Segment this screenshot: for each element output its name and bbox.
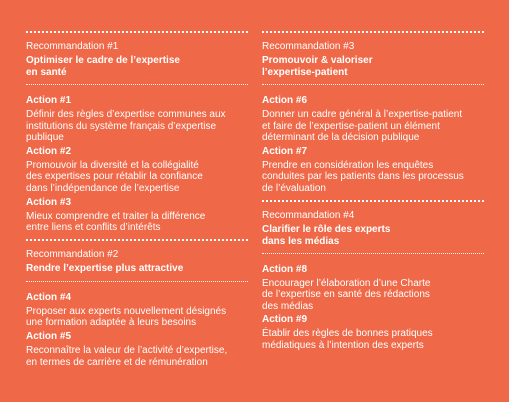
action-text: Établir des règles de bonnes pratiques [262, 328, 433, 340]
recommendation-title: Clarifier le rôle des experts [262, 223, 391, 235]
recommendation-title: l’expertise-patient [262, 67, 348, 78]
recommendation-label: Recommandation #3 [262, 41, 355, 52]
title-divider [26, 281, 248, 282]
action-text: médiatiques à l’intention des experts [262, 339, 424, 351]
action-heading: Action #3 [26, 196, 72, 208]
action-2 [26, 146, 248, 195]
action-text: de l’évaluation [262, 182, 326, 194]
recommendation-title: en santé [26, 67, 67, 78]
action-7 [262, 146, 484, 195]
action-text: institutions du système français d’expertise [26, 120, 217, 132]
action-text: Reconnaître la valeur de l’activité d’expertise, [26, 344, 228, 356]
action-text: dans l’indépendance de l’expertise [26, 182, 180, 194]
action-8 [262, 264, 484, 313]
recommendation-1 [26, 41, 248, 79]
title-divider [26, 84, 248, 85]
action-text: publique [26, 132, 64, 144]
action-heading: Action #2 [26, 145, 72, 157]
action-text: conduites par les patients dans les processus [262, 171, 464, 183]
right-column [262, 0, 484, 352]
recommendation-3 [262, 41, 484, 79]
recommendation-title: dans les médias [262, 235, 340, 247]
left-column [26, 0, 248, 368]
title-divider [262, 84, 484, 85]
action-text: en termes de carrière et de rémunération [26, 356, 208, 368]
action-1 [26, 95, 248, 144]
action-5 [26, 331, 248, 368]
action-heading: Action #9 [262, 314, 308, 326]
action-heading: Action #1 [26, 95, 72, 106]
recommendation-2 [26, 249, 248, 275]
action-heading: Action #4 [26, 291, 72, 303]
recommendation-label: Recommandation #1 [26, 41, 119, 52]
title-divider [262, 253, 484, 254]
recommendation-title: Optimiser le cadre de l’expertise [26, 55, 180, 66]
action-text: de l’expertise en santé des rédactions [262, 289, 430, 301]
action-text: Encourager l’élaboration d’une Charte [262, 277, 431, 289]
action-6 [262, 95, 484, 144]
action-text: une formation adaptée à leurs besoins [26, 317, 197, 329]
recommendation-4 [262, 210, 484, 248]
action-4 [26, 292, 248, 329]
section-divider [262, 200, 484, 202]
action-text: déterminant de la décision publique [262, 132, 420, 144]
action-text: Définir des règles d’expertise communes aux [26, 109, 226, 120]
action-text: Donner un cadre général à l’expertise-patient [262, 109, 463, 120]
action-heading: Action #7 [262, 145, 308, 157]
recommendation-title: Rendre l’expertise plus attractive [26, 262, 184, 274]
action-heading: Action #6 [262, 95, 308, 106]
action-text: Proposer aux experts nouvellement désignés [26, 305, 227, 317]
action-text: et faire de l’expertise-patient un élément [262, 120, 440, 132]
recommendation-title: Promouvoir & valoriser [262, 55, 373, 66]
action-text: des expertises pour rétablir la confiance [26, 171, 203, 183]
recommendation-label: Recommandation #2 [26, 248, 119, 260]
action-3 [26, 197, 248, 234]
action-heading: Action #8 [262, 263, 308, 275]
recommendation-label: Recommandation #4 [262, 209, 355, 221]
action-text: Prendre en considération les enquêtes [262, 159, 434, 171]
section-divider [26, 239, 248, 241]
action-heading: Action #5 [26, 330, 72, 342]
action-text: entre liens et conflits d’intérêts [26, 222, 161, 234]
section-divider [262, 31, 484, 33]
action-9 [262, 314, 484, 351]
action-text: Promouvoir la diversité et la collégialité [26, 159, 199, 171]
action-text: Mieux comprendre et traiter la différence [26, 210, 206, 222]
action-text: des médias [262, 300, 314, 312]
section-divider [26, 31, 248, 33]
